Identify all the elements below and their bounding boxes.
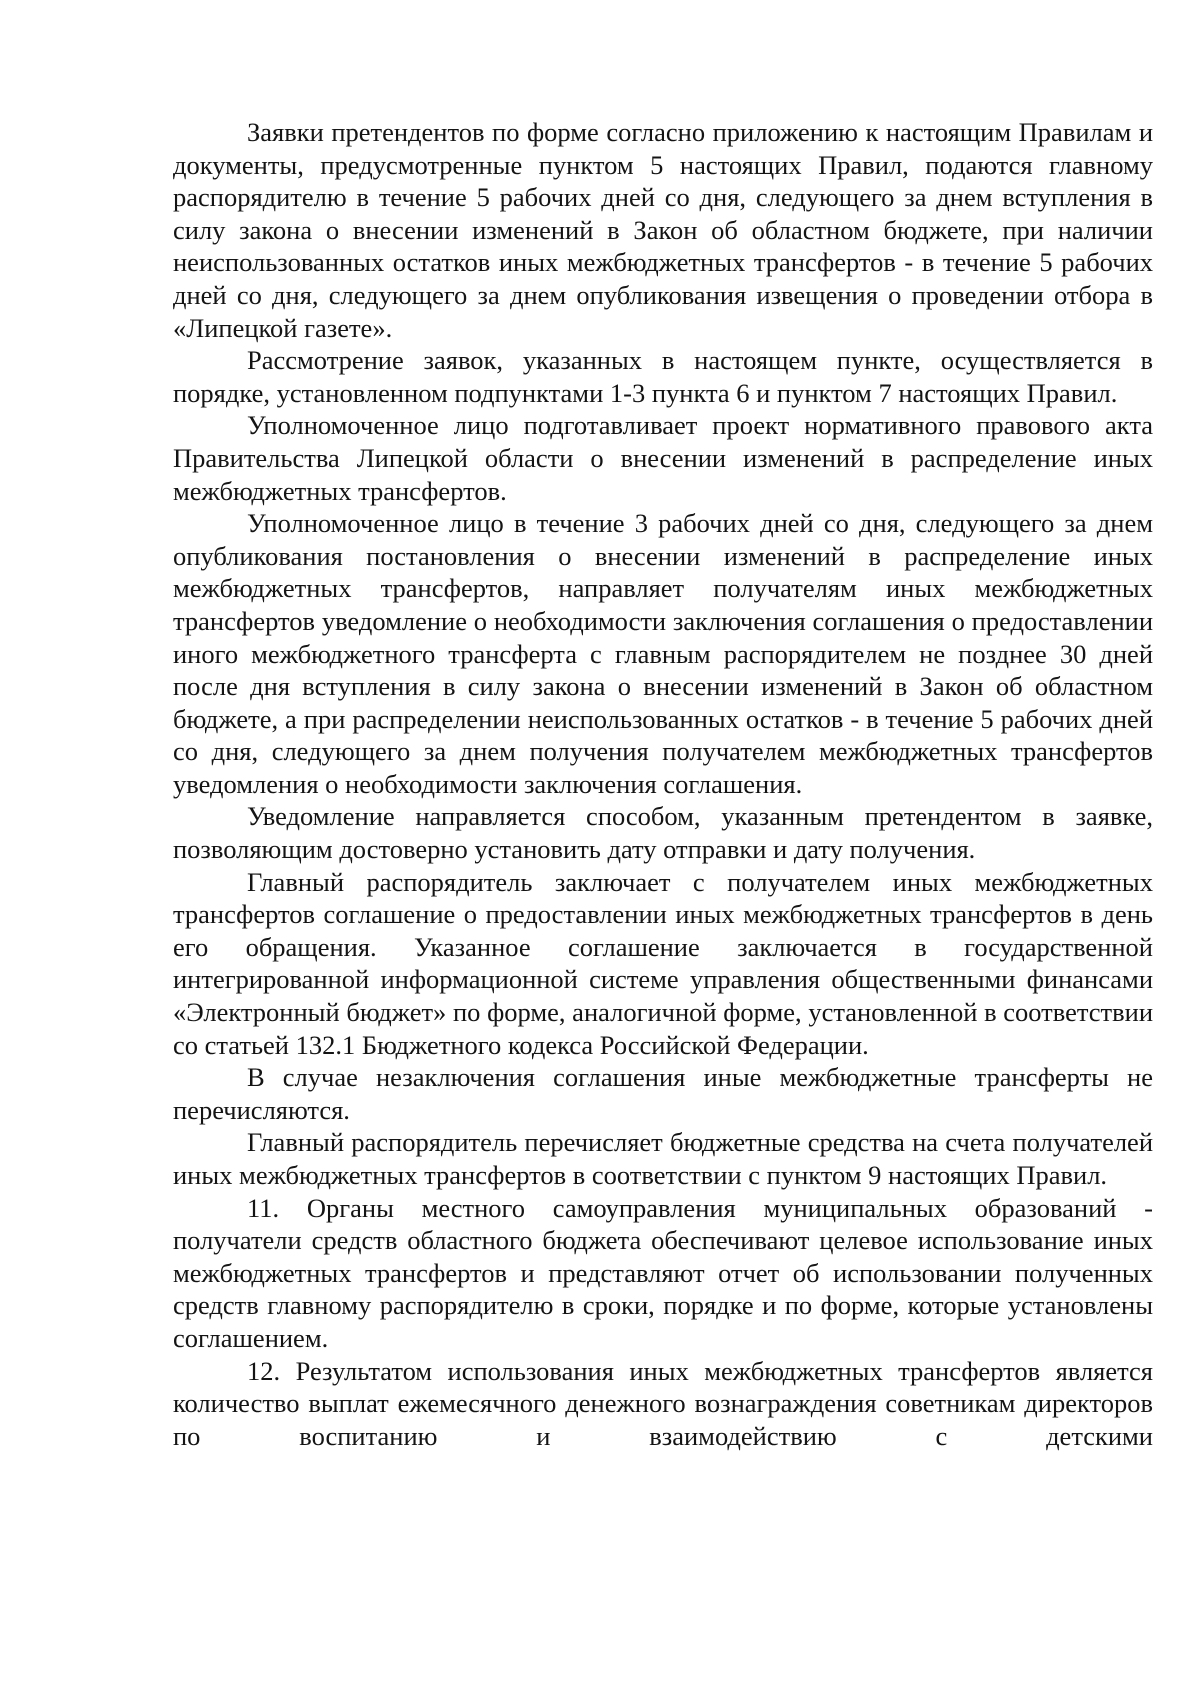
paragraph-review: Рассмотрение заявок, указанных в настоящем пункте, осуществляется в порядке, установленном подпунктами 1-3 пункта 6 и пунктом 7 настоящих Правил. bbox=[173, 345, 1153, 408]
paragraph-item-11: 11. Органы местного самоуправления муниципальных образований - получатели средств областного бюджета обеспечивают целевое использование иных межбюджетных трансфертов и представляют отчет об использовании полученных средств главному распорядителю в сроки, порядке и по форме, которые установлены соглашением. bbox=[173, 1192, 1153, 1353]
paragraph-notification: Уполномоченное лицо в течение 3 рабочих дней со дня, следующего за днем опубликования постановления о внесении изменений в распределение иных межбюджетных трансфертов, направляет получателям иных межбюджетных трансфертов уведомление о необходимости заключения соглашения о предоставлении иного межбюджетного трансферта с главным распорядителем не позднее 30 дней после дня вступления в силу закона о внесении изменений в Закон об областном бюджете, а при распределении неиспользованных остатков - в течение 5 рабочих дней со дня, следующего за днем получения получателем межбюджетных трансфертов уведомления о необходимости заключения соглашения. bbox=[173, 508, 1153, 799]
document-body bbox=[173, 116, 1153, 1452]
paragraph-transfer: Главный распорядитель перечисляет бюджетные средства на счета получателей иных межбюджетных трансфертов в соответствии с пунктом 9 настоящих Правил. bbox=[173, 1127, 1153, 1190]
paragraph-notification-method: Уведомление направляется способом, указанным претендентом в заявке, позволяющим достоверно установить дату отправки и дату получения. bbox=[173, 801, 1153, 865]
paragraph-draft-act: Уполномоченное лицо подготавливает проект нормативного правового акта Правительства Липецкой области о внесении изменений в распределение иных межбюджетных трансфертов. bbox=[173, 410, 1153, 506]
paragraph-agreement: Главный распорядитель заключает с получателем иных межбюджетных трансфертов соглашение о предоставлении иных межбюджетных трансфертов в день его обращения. Указанное соглашение заключается в государственной интегрированной информационной системе управления общественными финансами «Электронный бюджет» по форме, аналогичной форме, установленной в соответствии со статьей 132.1 Бюджетного кодекса Российской Федерации. bbox=[173, 866, 1153, 1060]
paragraph-item-12: 12. Результатом использования иных межбюджетных трансфертов является количество выплат ежемесячного денежного вознаграждения советникам директоров по воспитанию и взаимодействию с детскими bbox=[173, 1355, 1153, 1451]
paragraph-applications: Заявки претендентов по форме согласно приложению к настоящим Правилам и документы, предусмотренные пунктом 5 настоящих Правил, подаются главному распорядителю в течение 5 рабочих дней со дня, следующего за днем вступления в силу закона о внесении изменений в Закон об областном бюджете, при наличии неиспользованных остатков иных межбюджетных трансфертов - в течение 5 рабочих дней со дня, следующего за днем опубликования извещения о проведении отбора в «Липецкой газете». bbox=[173, 117, 1153, 343]
paragraph-no-agreement: В случае незаключения соглашения иные межбюджетные трансферты не перечисляются. bbox=[173, 1062, 1153, 1125]
